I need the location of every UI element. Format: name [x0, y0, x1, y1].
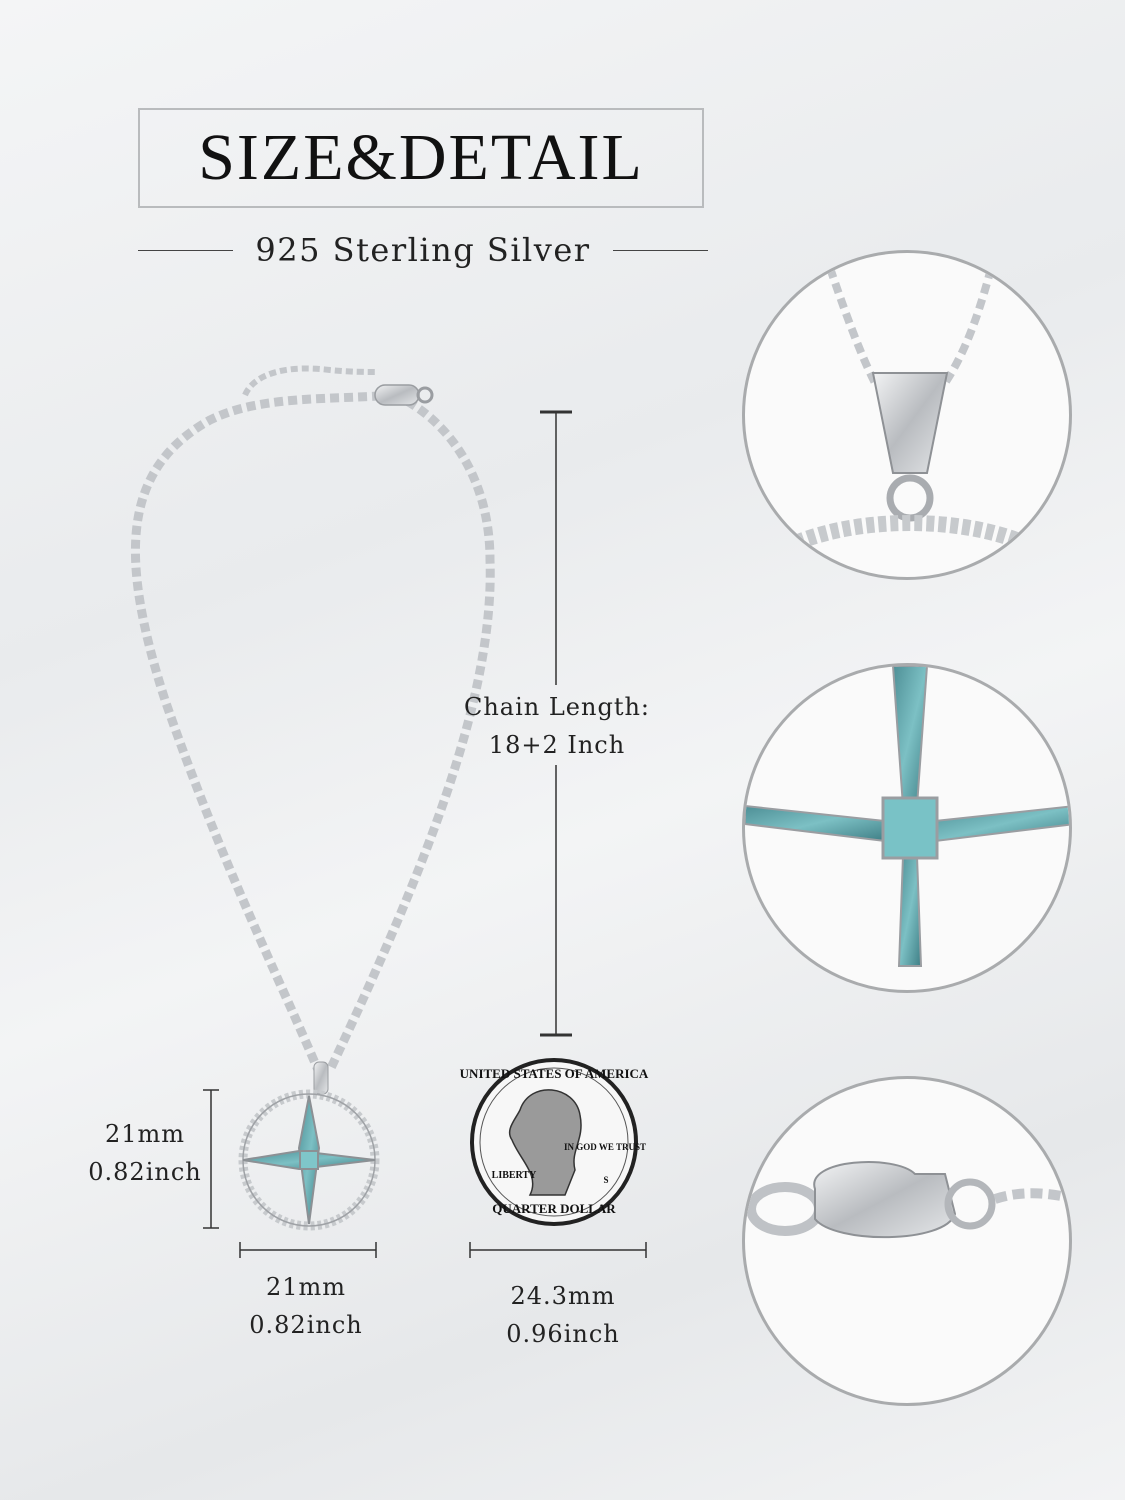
detail-circle-bail [742, 250, 1072, 580]
coin-mint-mark: S [603, 1175, 609, 1185]
detail-circle-clasp [742, 1076, 1072, 1406]
page-title: SIZE&DETAIL [198, 121, 644, 194]
pendant-height-mm: 21mm [104, 1120, 186, 1148]
clasp-closeup-image [745, 1079, 1072, 1406]
pendant-width-inch: 0.82inch [249, 1311, 363, 1340]
cross-closeup-image [745, 666, 1072, 993]
coin-motto: IN GOD WE TRUST [564, 1142, 646, 1152]
pendant-height-inch: 0.82inch [88, 1158, 202, 1187]
coin-bottom-text: QUARTER DOLLAR [492, 1201, 616, 1216]
pendant-height-label [80, 1115, 210, 1192]
coin-width-label [488, 1277, 638, 1354]
coin-liberty: LIBERTY [491, 1170, 537, 1181]
chain-length-value: 18+2 Inch [488, 731, 626, 760]
material-subtitle: 925 Sterling Silver [255, 231, 591, 269]
chain-length-title: Chain Length: [463, 693, 651, 721]
pendant-width-label [236, 1268, 376, 1345]
pendant [243, 1062, 375, 1226]
chain [135, 368, 490, 1070]
pendant-width-dimension [240, 1242, 376, 1258]
pendant-width-mm: 21mm [265, 1273, 347, 1301]
chain-length-label [462, 688, 652, 765]
coin-width-dimension [470, 1242, 646, 1258]
coin-width-inch: 0.96inch [506, 1320, 620, 1349]
coin-width-mm: 24.3mm [510, 1282, 616, 1310]
coin-top-text: UNITED STATES OF AMERICA [459, 1066, 649, 1081]
detail-circle-cross [742, 663, 1072, 993]
bail-closeup-image [745, 253, 1072, 580]
